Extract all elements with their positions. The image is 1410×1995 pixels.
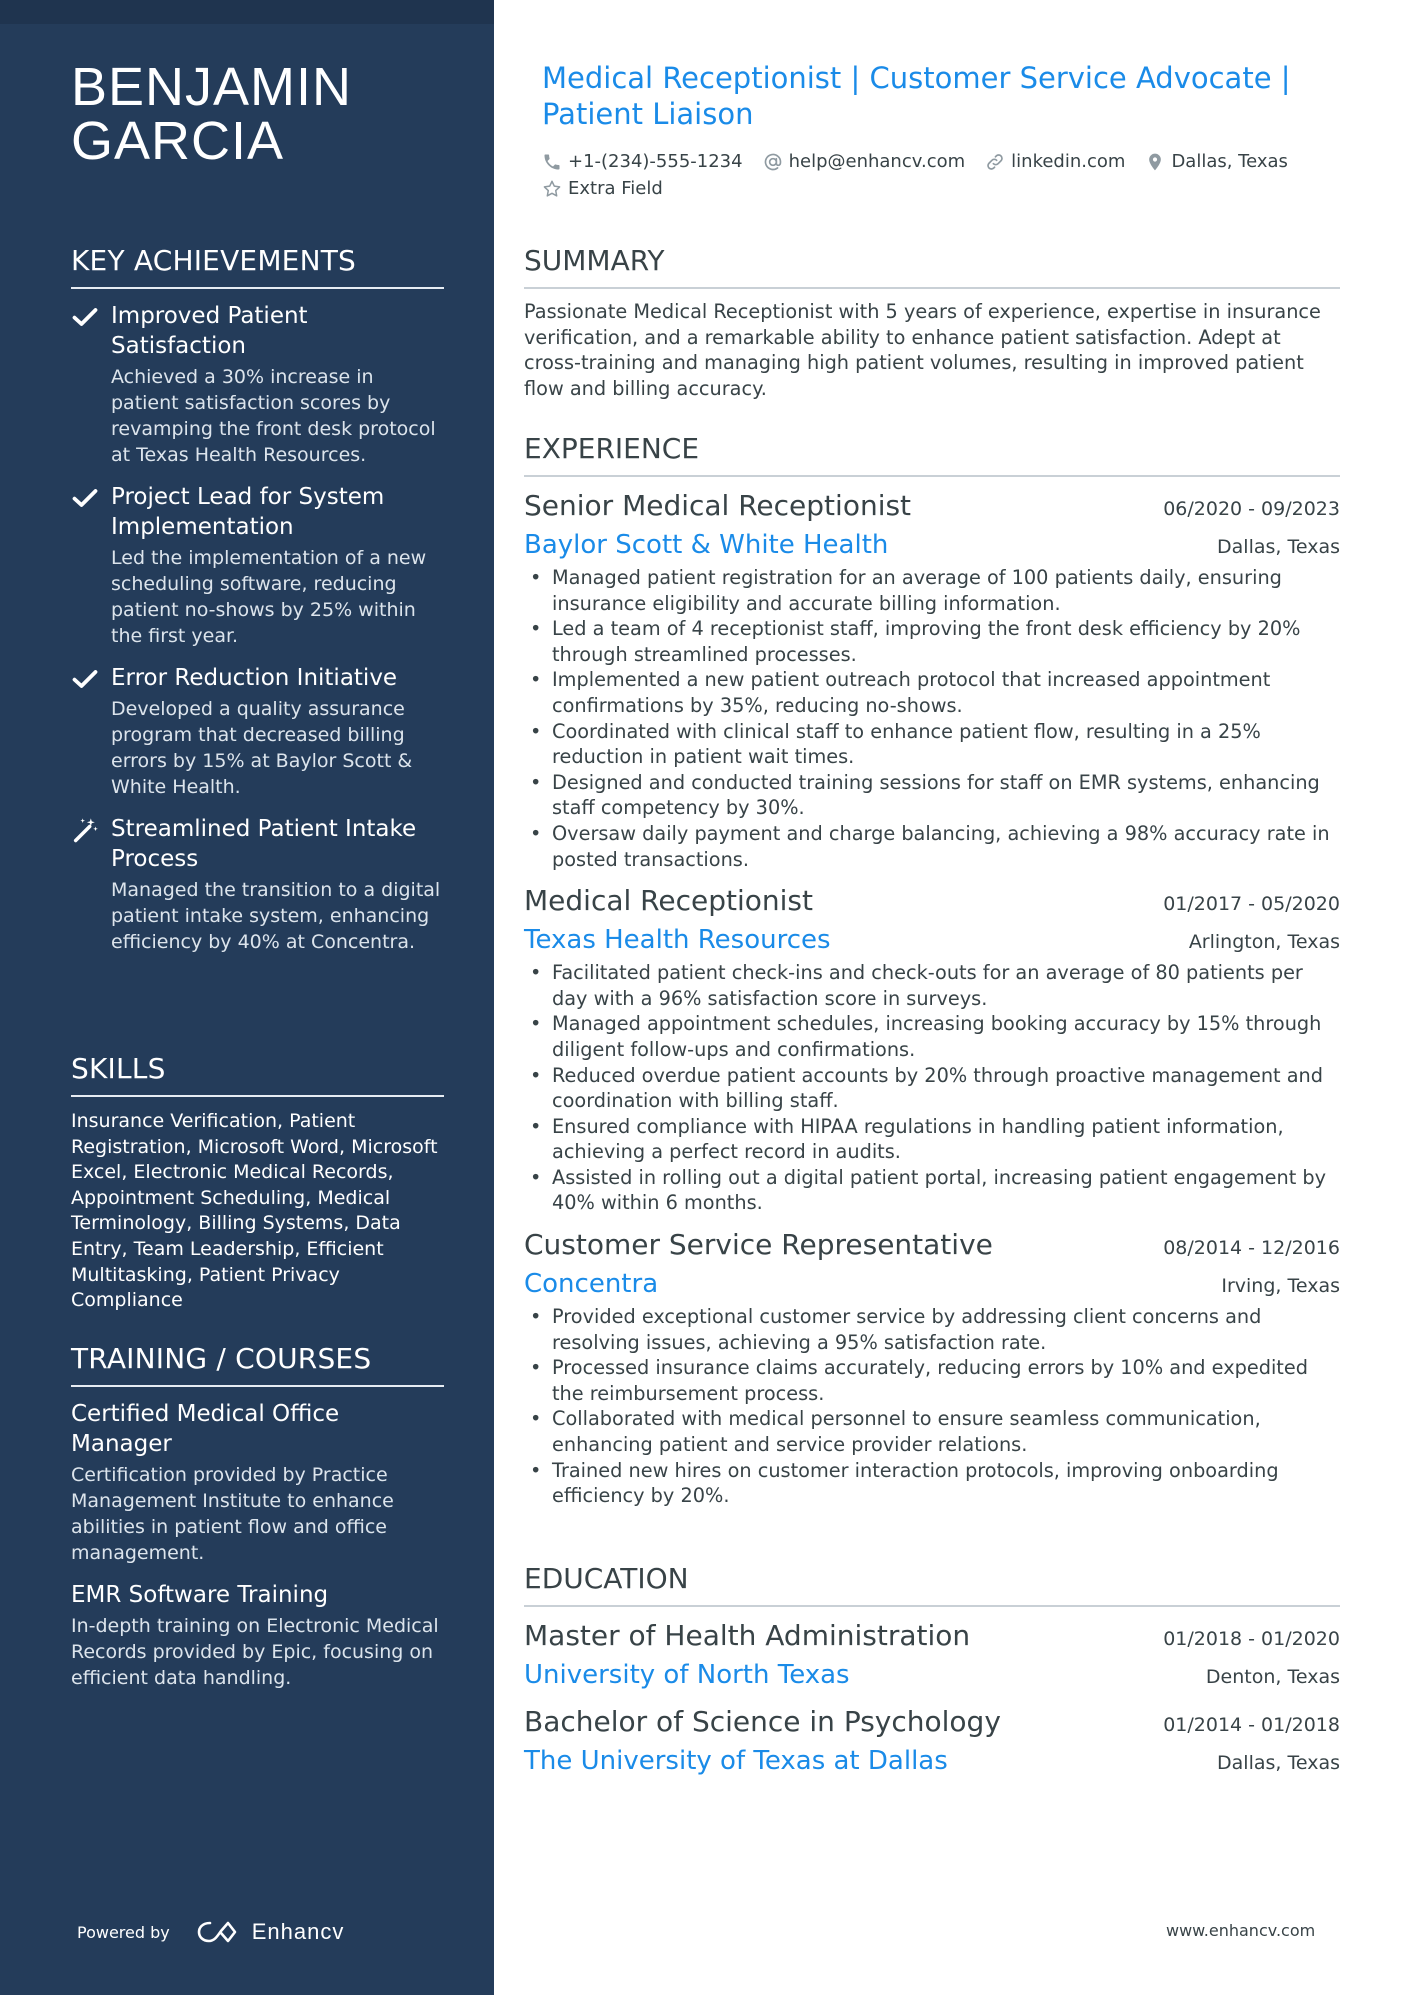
last-name: GARCIA bbox=[71, 111, 285, 171]
job-entry bbox=[524, 1226, 1340, 1509]
location-pin-icon bbox=[1145, 152, 1165, 172]
link-text: linkedin.com bbox=[1011, 151, 1126, 172]
contact-link[interactable] bbox=[985, 148, 1125, 175]
achievement-desc: Led the implementation of a new scheduling software, reducing patient no-shows by 25% within the first year. bbox=[111, 547, 427, 647]
course-item bbox=[71, 1399, 444, 1566]
check-icon bbox=[71, 665, 99, 693]
skills-list: Insurance Verification, Patient Registration, Microsoft Word, Microsoft Excel, Electronic Medical Records, Appointment Scheduling, Medical Terminology, Billing Systems, Data Entry, Team Leadership, Efficient Multitasking, Patient Privacy Compliance bbox=[71, 1110, 438, 1312]
powered-by[interactable] bbox=[77, 1918, 344, 1946]
course-title: Certified Medical Office Manager bbox=[71, 1401, 340, 1457]
education-dates: 01/2018 - 01/2020 bbox=[1163, 1628, 1340, 1650]
school-name: University of North Texas bbox=[524, 1660, 850, 1690]
education-location: Denton, Texas bbox=[1205, 1666, 1340, 1688]
contact-phone[interactable] bbox=[542, 148, 743, 175]
list-item: • Provided exceptional customer service by addressing client concerns and resolving issues, achieving a 95% satisfaction rate. bbox=[524, 1304, 1340, 1355]
powered-by-label: Powered by bbox=[77, 1922, 170, 1942]
list-item: • Processed insurance claims accurately, reducing errors by 10% and expedited the reimbursement process. bbox=[524, 1355, 1340, 1406]
sidebar bbox=[0, 0, 494, 1995]
phone-icon bbox=[542, 152, 562, 172]
list-item: • Ensured compliance with HIPAA regulations in handling patient information, achieving a perfect record in audits. bbox=[524, 1114, 1340, 1165]
job-bullets bbox=[524, 960, 1340, 1216]
key-achievements-heading: KEY ACHIEVEMENTS bbox=[71, 244, 444, 289]
achievement-item bbox=[71, 482, 444, 649]
list-item: • Designed and conducted training sessions for staff on EMR systems, enhancing staff competency by 30%. bbox=[524, 770, 1340, 821]
course-title: EMR Software Training bbox=[71, 1582, 329, 1608]
education-entry bbox=[524, 1617, 1340, 1695]
list-item: • Managed patient registration for an average of 100 patients daily, ensuring insurance eligibility and accurate billing information. bbox=[524, 565, 1340, 616]
experience-section bbox=[524, 432, 1340, 1519]
star-icon bbox=[542, 179, 562, 199]
headline: Medical Receptionist | Customer Service Advocate | Patient Liaison bbox=[542, 61, 1291, 131]
education-dates: 01/2014 - 01/2018 bbox=[1163, 1714, 1340, 1736]
sidebar-top-band bbox=[0, 0, 494, 24]
education-section bbox=[524, 1562, 1340, 1789]
job-title: Customer Service Representative bbox=[524, 1228, 993, 1262]
achievement-desc: Achieved a 30% increase in patient satisfaction scores by revamping the front desk protocol at Texas Health Resources. bbox=[111, 366, 436, 466]
degree-title: Master of Health Administration bbox=[524, 1619, 971, 1652]
job-location: Irving, Texas bbox=[1221, 1275, 1340, 1298]
achievement-item bbox=[71, 301, 444, 468]
list-item: • Oversaw daily payment and charge balancing, achieving a 98% accuracy rate in posted transactions. bbox=[524, 821, 1340, 872]
experience-heading: EXPERIENCE bbox=[524, 432, 1340, 477]
enhancv-logo-icon bbox=[196, 1918, 242, 1946]
skills-section bbox=[71, 1052, 444, 1314]
company-name: Baylor Scott & White Health bbox=[524, 530, 889, 560]
achievement-title: Project Lead for System Implementation bbox=[111, 484, 385, 540]
at-icon bbox=[763, 152, 783, 172]
list-item: • Assisted in rolling out a digital patient portal, increasing patient engagement by 40% within 6 months. bbox=[524, 1165, 1340, 1216]
education-entry bbox=[524, 1703, 1340, 1781]
achievement-desc: Managed the transition to a digital patient intake system, enhancing efficiency by 40% at Concentra. bbox=[111, 879, 441, 953]
list-item: • Trained new hires on customer interaction protocols, improving onboarding efficiency by 20%. bbox=[524, 1458, 1340, 1509]
candidate-name bbox=[71, 57, 353, 171]
job-bullets bbox=[524, 565, 1340, 872]
achievement-item bbox=[71, 663, 444, 800]
job-bullets bbox=[524, 1304, 1340, 1509]
summary-heading: SUMMARY bbox=[524, 244, 1340, 289]
course-desc: Certification provided by Practice Management Institute to enhance abilities in patient flow and office management. bbox=[71, 1464, 394, 1564]
degree-title: Bachelor of Science in Psychology bbox=[524, 1705, 1001, 1738]
summary-text: Passionate Medical Receptionist with 5 years of experience, expertise in insurance verification, and a remarkable ability to enhance patient satisfaction. Adept at cross-training and managing high patient volumes, resulting in improved patient flow and billing accuracy. bbox=[524, 300, 1321, 400]
job-entry bbox=[524, 487, 1340, 872]
training-heading: TRAINING / COURSES bbox=[71, 1342, 444, 1387]
first-name: BENJAMIN bbox=[71, 57, 353, 117]
achievement-desc: Developed a quality assurance program that decreased billing errors by 15% at Baylor Scott & White Health. bbox=[111, 698, 413, 798]
enhancv-brand-name: Enhancv bbox=[251, 1919, 345, 1944]
job-location: Arlington, Texas bbox=[1188, 931, 1340, 954]
list-item: • Reduced overdue patient accounts by 20% through proactive management and coordination with billing staff. bbox=[524, 1063, 1340, 1114]
job-title: Medical Receptionist bbox=[524, 884, 813, 918]
school-name: The University of Texas at Dallas bbox=[524, 1746, 948, 1776]
job-location: Dallas, Texas bbox=[1217, 536, 1340, 558]
list-item: • Facilitated patient check-ins and check-outs for an average of 80 patients per day with a 96% satisfaction score in surveys. bbox=[524, 960, 1340, 1011]
course-desc: In-depth training on Electronic Medical Records provided by Epic, focusing on efficient data handling. bbox=[71, 1615, 439, 1689]
company-name: Concentra bbox=[524, 1269, 659, 1300]
list-item: • Collaborated with medical personnel to ensure seamless communication, enhancing patient and service provider relations. bbox=[524, 1406, 1340, 1457]
list-item: • Led a team of 4 receptionist staff, improving the front desk efficiency by 20% through streamlined processes. bbox=[524, 616, 1340, 667]
achievement-title: Improved Patient Satisfaction bbox=[111, 303, 308, 359]
achievement-title: Streamlined Patient Intake Process bbox=[111, 816, 417, 872]
footer-url[interactable]: www.enhancv.com bbox=[1166, 1921, 1316, 1940]
job-dates: 01/2017 - 05/2020 bbox=[1163, 893, 1340, 916]
check-icon bbox=[71, 303, 99, 331]
contact-extra bbox=[542, 175, 663, 202]
education-location: Dallas, Texas bbox=[1217, 1752, 1340, 1774]
list-item: • Managed appointment schedules, increasing booking accuracy by 15% through diligent follow-ups and confirmations. bbox=[524, 1011, 1340, 1062]
check-icon bbox=[71, 484, 99, 512]
contact-location bbox=[1145, 148, 1288, 175]
contact-bar bbox=[542, 148, 1342, 202]
job-dates: 08/2014 - 12/2016 bbox=[1163, 1237, 1340, 1260]
company-name: Texas Health Resources bbox=[524, 925, 831, 956]
list-item: • Coordinated with clinical staff to enhance patient flow, resulting in a 25% reduction in patient wait times. bbox=[524, 719, 1340, 770]
education-heading: EDUCATION bbox=[524, 1562, 1340, 1607]
location-text: Dallas, Texas bbox=[1171, 151, 1288, 172]
job-entry bbox=[524, 882, 1340, 1216]
phone-text: +1-(234)-555-1234 bbox=[568, 151, 743, 172]
training-section bbox=[71, 1342, 444, 1705]
course-item bbox=[71, 1580, 444, 1691]
list-item: • Implemented a new patient outreach protocol that increased appointment confirmations by 35%, reducing no-shows. bbox=[524, 667, 1340, 718]
link-icon bbox=[985, 152, 1005, 172]
magic-wand-icon bbox=[71, 816, 99, 844]
achievement-item bbox=[71, 814, 444, 955]
summary-section bbox=[524, 244, 1340, 401]
key-achievements-section bbox=[71, 244, 444, 969]
email-text: help@enhancv.com bbox=[788, 151, 966, 172]
achievement-title: Error Reduction Initiative bbox=[111, 665, 398, 691]
skills-heading: SKILLS bbox=[71, 1052, 444, 1097]
contact-email[interactable] bbox=[763, 148, 966, 175]
job-dates: 06/2020 - 09/2023 bbox=[1163, 498, 1340, 520]
job-title: Senior Medical Receptionist bbox=[524, 489, 912, 522]
extra-field-text: Extra Field bbox=[568, 178, 663, 199]
